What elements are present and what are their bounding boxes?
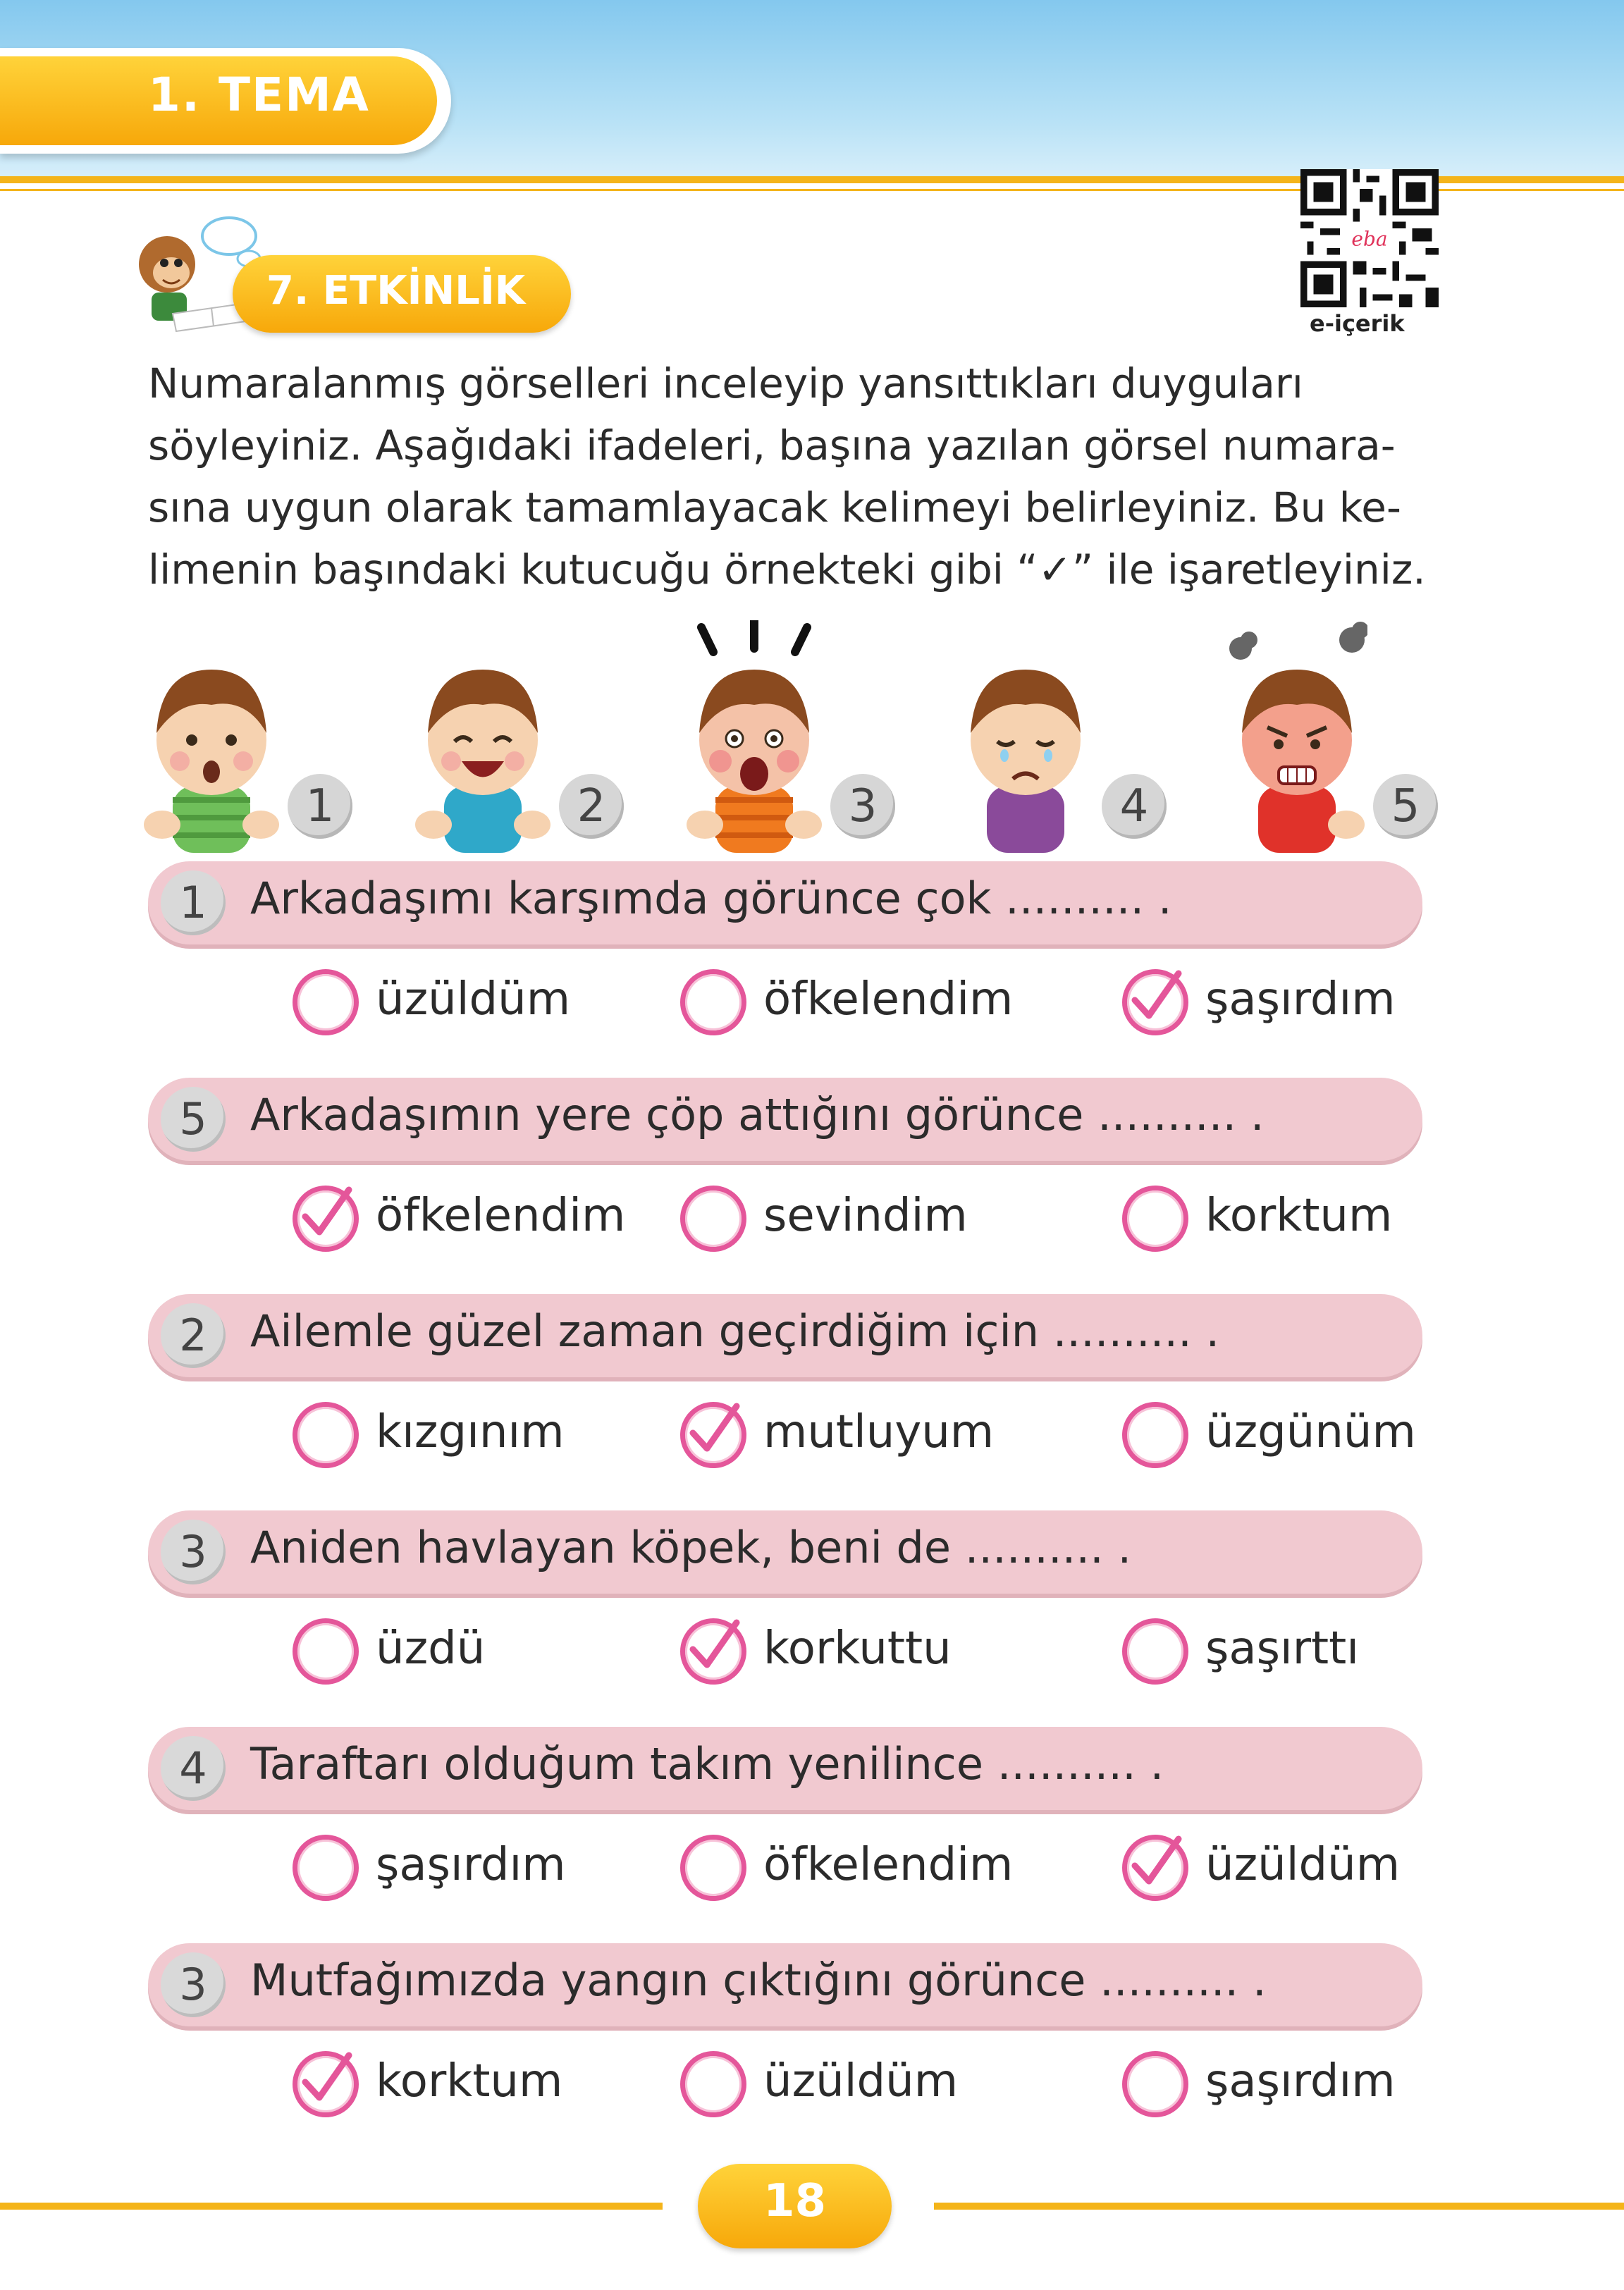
answer-checkbox[interactable] <box>1122 1186 1188 1252</box>
footer-divider-right <box>934 2203 1624 2210</box>
answer-option[interactable] <box>1122 1835 1489 1912</box>
instructions-line: limenin başındaki kutucuğu örnekteki gibi “✓” ile işaretleyiniz. <box>148 546 1426 593</box>
question-number: 5 <box>161 1087 226 1152</box>
question-text: Arkadaşımın yere çöp attığını görünce .......... . <box>250 1089 1265 1140</box>
answer-label: mutluyum <box>763 1406 995 1458</box>
svg-text:eba: eba <box>1351 227 1388 251</box>
answer-label: sevindim <box>763 1190 968 1242</box>
answer-label: korktum <box>376 2055 563 2107</box>
question-number: 3 <box>161 1952 226 2017</box>
answer-label: şaşırdım <box>1205 973 1396 1026</box>
answer-checkbox[interactable] <box>680 1835 746 1901</box>
answer-label: şaşırttı <box>1205 1623 1359 1675</box>
checkmark-icon <box>677 1396 748 1467</box>
answer-option[interactable] <box>1122 969 1489 1047</box>
answer-label: üzüldüm <box>763 2055 959 2107</box>
answer-label: öfkelendim <box>763 973 1014 1026</box>
answer-label: şaşırdım <box>1205 2055 1396 2107</box>
answer-option[interactable] <box>293 2051 659 2129</box>
answer-label: üzüldüm <box>1205 1839 1401 1891</box>
instructions <box>148 352 1434 601</box>
answer-option[interactable] <box>1122 2051 1489 2129</box>
answer-option[interactable] <box>293 969 659 1047</box>
question-bar <box>148 1078 1422 1161</box>
face-happy <box>412 620 645 853</box>
answer-label: öfkelendim <box>376 1190 626 1242</box>
question-text: Taraftarı olduğum takım yenilince .......... . <box>250 1738 1164 1790</box>
instructions-line: Numaralanmış görselleri inceleyip yansıttıkları duyguları <box>148 359 1303 407</box>
surprised-boy-icon <box>141 620 282 853</box>
answer-option[interactable] <box>293 1186 659 1263</box>
answer-checkbox[interactable] <box>293 1618 359 1685</box>
answer-option[interactable] <box>680 1186 1047 1263</box>
checkmark-icon <box>290 1180 360 1250</box>
answer-option[interactable] <box>680 1835 1047 1912</box>
answer-checkbox[interactable] <box>1122 1402 1188 1468</box>
face-number: 4 <box>1102 774 1167 839</box>
question-text: Arkadaşımı karşımda görünce çok .......... . <box>250 873 1172 924</box>
answer-option[interactable] <box>680 2051 1047 2129</box>
question-text: Aniden havlayan köpek, beni de .......... . <box>250 1522 1132 1573</box>
answer-option[interactable] <box>1122 1186 1489 1263</box>
checkmark-icon <box>290 2045 360 2116</box>
answer-checkbox[interactable] <box>680 2051 746 2117</box>
answer-option[interactable] <box>1122 1618 1489 1696</box>
checkmark-icon <box>1119 1829 1190 1900</box>
face-surprised <box>141 620 374 853</box>
question-text: Mutfağımızda yangın çıktığını görünce .......... . <box>250 1954 1267 2006</box>
answer-label: kızgınım <box>376 1406 565 1458</box>
answer-label: üzgünüm <box>1205 1406 1416 1458</box>
instructions-line: söyleyiniz. Aşağıdaki ifadeleri, başına yazılan görsel numara- <box>148 421 1396 469</box>
face-number: 1 <box>288 774 352 839</box>
page-number: 18 <box>763 2175 827 2227</box>
answer-label: korkuttu <box>763 1623 952 1675</box>
answer-label: şaşırdım <box>376 1839 566 1891</box>
qr-code-icon[interactable] <box>1300 169 1439 307</box>
checkmark-icon <box>677 1613 748 1683</box>
answer-option[interactable] <box>293 1618 659 1696</box>
answer-checkbox[interactable] <box>680 1186 746 1252</box>
answer-checkbox[interactable] <box>293 969 359 1035</box>
activity-title: 7. ETKİNLİK <box>266 268 526 314</box>
question-bar <box>148 1510 1422 1594</box>
face-number: 3 <box>830 774 895 839</box>
answer-checkbox[interactable] <box>293 1835 359 1901</box>
face-number: 2 <box>559 774 624 839</box>
question-number: 4 <box>161 1736 226 1801</box>
face-number: 5 <box>1373 774 1438 839</box>
answer-label: öfkelendim <box>763 1839 1014 1891</box>
happy-boy-icon <box>412 620 553 853</box>
instructions-line: sına uygun olarak tamamlayacak kelimeyi belirleyiniz. Bu ke- <box>148 484 1401 531</box>
angry-boy-icon <box>1226 620 1367 853</box>
answer-option[interactable] <box>680 1618 1047 1696</box>
emotion-faces <box>0 620 1624 853</box>
question-bar <box>148 1943 1422 2026</box>
checkmark-icon <box>1119 964 1190 1034</box>
question-bar <box>148 861 1422 944</box>
face-sad <box>955 620 1188 853</box>
question-number: 1 <box>161 870 226 935</box>
answer-option[interactable] <box>680 969 1047 1047</box>
face-angry <box>1226 620 1459 853</box>
question-bar <box>148 1727 1422 1810</box>
face-scared <box>684 620 916 853</box>
answer-label: üzüldüm <box>376 973 571 1026</box>
sad-boy-icon <box>955 620 1096 853</box>
answer-label: korktum <box>1205 1190 1393 1242</box>
scared-boy-icon <box>684 620 825 853</box>
answer-option[interactable] <box>680 1402 1047 1479</box>
question-number: 3 <box>161 1520 226 1584</box>
answer-label: üzdü <box>376 1623 486 1675</box>
question-text: Ailemle güzel zaman geçirdiğim için .......... . <box>250 1305 1220 1357</box>
question-bar <box>148 1294 1422 1377</box>
tema-title: 1. TEMA <box>148 68 370 122</box>
answer-option[interactable] <box>293 1835 659 1912</box>
answer-checkbox[interactable] <box>1122 2051 1188 2117</box>
answer-checkbox[interactable] <box>680 969 746 1035</box>
footer-divider-left <box>0 2203 663 2210</box>
qr-label: e-içerik <box>1310 310 1405 337</box>
answer-option[interactable] <box>293 1402 659 1479</box>
answer-checkbox[interactable] <box>293 1402 359 1468</box>
answer-option[interactable] <box>1122 1402 1489 1479</box>
answer-checkbox[interactable] <box>1122 1618 1188 1685</box>
question-number: 2 <box>161 1303 226 1368</box>
